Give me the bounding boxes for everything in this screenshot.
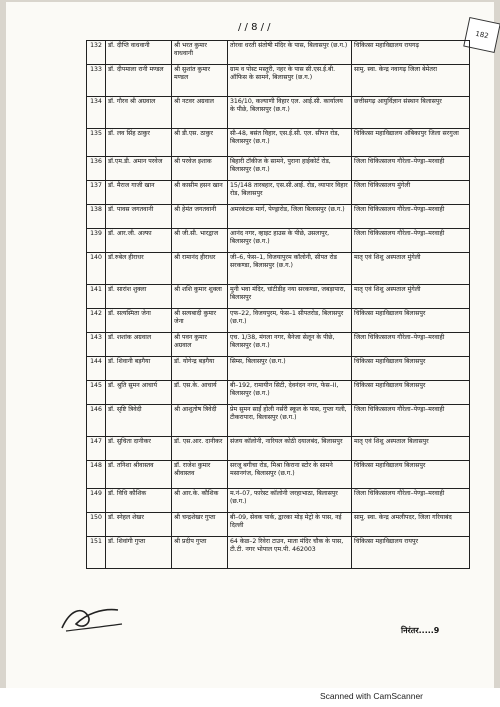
father-name-cell: श्री नटवर अग्रवाल — [172, 97, 228, 129]
doctor-name-cell: डॉ.एम.डी. अमान परवेज — [106, 157, 172, 181]
table-row — [87, 41, 470, 65]
serial-number-cell: 133 — [87, 65, 106, 97]
table-row — [87, 65, 470, 97]
doctor-name-cell: डॉ. शशांक अग्रवाल — [106, 333, 172, 357]
address-cell: म.नं–07, फारेस्ट कॉलोनी जरहाभाठा, बिलासपुर (छ.ग.) — [228, 489, 352, 513]
posting-cell: मातृ एवं शिशु अस्पताल मुंगेली — [352, 253, 470, 285]
father-name-cell: श्री आशुतोष त्रिवेदी — [172, 405, 228, 437]
father-name-cell: श्री कासीम हसन खान — [172, 181, 228, 205]
posting-cell: जिला चिकित्सालय गौरेला–पेण्ड्रा–मरवाही — [352, 333, 470, 357]
posting-cell: चिकित्सा महाविद्यालय अंबिकापुर जिला सरगुजा — [352, 129, 470, 157]
posting-cell: छत्तीसगढ़ आयुर्विज्ञान संस्थान बिलासपुर — [352, 97, 470, 129]
table-row — [87, 381, 470, 405]
address-cell: ग्राम व पोस्ट मस्तूरी, नहर के पास सी.एस.ई.बी. ऑफिस के सामने, बिलासपुर (छ.ग.) — [228, 65, 352, 97]
table-row — [87, 333, 470, 357]
father-name-cell: डॉ. एस.आर. दानीकर — [172, 437, 228, 461]
father-name-cell: श्री प्रदीप गुप्ता — [172, 537, 228, 569]
father-name-cell: श्री चन्द्रशेखर गुप्ता — [172, 513, 228, 537]
table-row — [87, 285, 470, 309]
doctor-name-cell: डॉ. तनिशा श्रीवास्तव — [106, 461, 172, 489]
posting-cell: जिला चिकित्सालय गौरेला–पेण्ड्रा–मरवाही — [352, 157, 470, 181]
table-row — [87, 537, 470, 569]
continued-note: निरंतर.....9 — [401, 626, 440, 635]
address-cell: मुनी भवा मंदिर, चांटीडीह नया सरकण्डा, जबड़ापारा, बिलासपुर — [228, 285, 352, 309]
address-cell: 15/148 तारबहार, एस.सी.आई. रोड, व्यापार विहार रोड, बिलासपुर — [228, 181, 352, 205]
address-cell: संजय कॉलोनी, नारियल कोठी दयालबंद, बिलासपुर — [228, 437, 352, 461]
doctor-name-cell: डॉ. श्रुति सुमन आचार्य — [106, 381, 172, 405]
address-cell: बिहारी टॉकीज के सामने, पुराना हाईकोर्ट रोड, बिलासपुर (छ.ग.) — [228, 157, 352, 181]
address-cell: सिम्स, बिलासपुर (छ.ग.) — [228, 357, 352, 381]
serial-number-cell: 147 — [87, 437, 106, 461]
table-row — [87, 309, 470, 333]
table-row — [87, 405, 470, 437]
table-body — [87, 41, 470, 569]
father-name-cell: श्री भरत कुमार वाधवानी — [172, 41, 228, 65]
address-cell: तोरवा धरती संतोषी मंदिर के पास, बिलासपुर (छ.ग.) — [228, 41, 352, 65]
serial-number-cell: 135 — [87, 129, 106, 157]
table-row — [87, 253, 470, 285]
table-row — [87, 357, 470, 381]
serial-number-cell: 136 — [87, 157, 106, 181]
posting-cell: जिला चिकित्सालय गौरेला–पेण्ड्रा–मरवाही — [352, 205, 470, 229]
father-name-cell: श्री आर.के. कौशिक — [172, 489, 228, 513]
scanner-footer — [0, 688, 500, 707]
doctor-name-cell: डॉ. स्नेहल शेखर — [106, 513, 172, 537]
father-name-cell: श्री पवन कुमार अग्रवाल — [172, 333, 228, 357]
father-name-cell: श्री जी.सी. भारद्वाज — [172, 229, 228, 253]
serial-number-cell: 144 — [87, 357, 106, 381]
table-row — [87, 513, 470, 537]
address-cell: सी-48, बसंत विहार, एस.ई.सी. एल. सीपत रोड, बिलासपुर (छ.ग.) — [228, 129, 352, 157]
posting-cell: जिला चिकित्सालय गौरेला–पेण्ड्रा–मरवाही — [352, 405, 470, 437]
document-page — [6, 2, 494, 688]
posting-cell: चिकित्सा महाविद्यालय बिलासपुर — [352, 461, 470, 489]
table-row — [87, 229, 470, 253]
address-cell: आनंद नगर, व्हाइट हाउस के पीछे, उसलापुर, बिलासपुर (छ.ग.) — [228, 229, 352, 253]
signature-mark — [58, 600, 128, 634]
father-name-cell: श्री परवेज इशाक — [172, 157, 228, 181]
address-cell: प्रेम सुमन साईं होली नर्सरी स्कूल के पास, गुप्ता गली, टीकरापारा, बिलासपुर (छ.ग.) — [228, 405, 352, 437]
address-cell: 64 केळ–2 रिवेरा टाउन, माता मंदिर चौक के पास, टी.टी. नगर भोपाल एम.पी. 462003 — [228, 537, 352, 569]
doctor-name-cell: डॉ.रुबेल हीराधर — [106, 253, 172, 285]
doctor-name-cell: डॉ. दीप्ति वाधवानी — [106, 41, 172, 65]
serial-number-cell: 148 — [87, 461, 106, 489]
serial-number-cell: 137 — [87, 181, 106, 205]
address-cell: बी–09, सेवक पार्क, द्वारका मोड़ मेट्रो के पास, नई दिल्ली — [228, 513, 352, 537]
table-row — [87, 437, 470, 461]
table-row — [87, 181, 470, 205]
serial-number-cell: 146 — [87, 405, 106, 437]
serial-number-cell: 151 — [87, 537, 106, 569]
doctor-name-cell: डॉ. शिवांगी गुप्ता — [106, 537, 172, 569]
page-marker: / / 8 / / — [238, 22, 271, 33]
table-row — [87, 489, 470, 513]
father-name-cell: डॉ. एस.के. आचार्य — [172, 381, 228, 405]
serial-number-cell: 140 — [87, 253, 106, 285]
serial-number-cell: 145 — [87, 381, 106, 405]
address-cell: बी–192, रामायीन सिटी, देवनंदन नगर, फेस–II, बिलासपुर (छ.ग.) — [228, 381, 352, 405]
doctor-name-cell: डॉ. सृष्टि त्रिवेदी — [106, 405, 172, 437]
father-name-cell: श्री हेमंत जगतवानी — [172, 205, 228, 229]
address-cell: सरजू बगीचा रोड, मिश्रा किराना स्टोर के सामने मसानगंज, बिलासपुर (छ.ग.) — [228, 461, 352, 489]
doctor-name-cell: डॉ. सारांश शुक्ला — [106, 285, 172, 309]
serial-number-cell: 138 — [87, 205, 106, 229]
posting-cell: मातृ एवं शिशु अस्पताल मुंगेली — [352, 285, 470, 309]
posting-cell: चिकित्सा महाविद्यालय रायपुर — [352, 537, 470, 569]
serial-number-cell: 150 — [87, 513, 106, 537]
corner-tag: 182 — [463, 17, 500, 53]
father-name-cell: श्री सत्यबादी कुमार जेना — [172, 309, 228, 333]
scanner-label: Scanned with CamScanner — [320, 691, 424, 701]
address-cell: एच. 1/38, मंगला नगर, बैनेजा सेलून के पीछे, बिलासपुर (छ.ग.) — [228, 333, 352, 357]
doctor-name-cell: डॉ. लव सिंह ठाकुर — [106, 129, 172, 157]
doctor-posting-table — [86, 40, 470, 569]
table-row — [87, 97, 470, 129]
posting-cell: मातृ एवं शिशु अस्पताल बिलासपुर — [352, 437, 470, 461]
doctor-name-cell: डॉ. गौरव श्री अग्रवाल — [106, 97, 172, 129]
serial-number-cell: 132 — [87, 41, 106, 65]
serial-number-cell: 149 — [87, 489, 106, 513]
serial-number-cell: 141 — [87, 285, 106, 309]
table-row — [87, 157, 470, 181]
posting-cell: सामु. स्वा. केन्द्र नवागढ़ जिला बेमेतरा — [352, 65, 470, 97]
table-row — [87, 205, 470, 229]
address-cell: जी–6, फेस–1, विजयापुरम कॉलोनी, सीपत रोड सरकण्डा, बिलासपुर (छ.ग.) — [228, 253, 352, 285]
posting-cell: चिकित्सा महाविद्यालय बिलासपुर — [352, 309, 470, 333]
address-cell: 316/10, कल्याणी विहार एल. आई.सी. कार्यालय के पीछे, बिलासपुर (छ.ग.) — [228, 97, 352, 129]
table-row — [87, 461, 470, 489]
doctor-name-cell: डॉ. सुचिता दानीकर — [106, 437, 172, 461]
posting-cell: जिला चिकित्सालय गौरेला–पेण्ड्रा–मरवाही — [352, 229, 470, 253]
father-name-cell: डॉ. राजेश कुमार श्रीवास्तव — [172, 461, 228, 489]
posting-cell: सामु. स्वा. केन्द्र अमलीपदर, जिला गरियाबंद — [352, 513, 470, 537]
doctor-name-cell: डॉ. पावस जगतवानी — [106, 205, 172, 229]
doctor-name-cell: डॉ. शिवानी बड़गैया — [106, 357, 172, 381]
serial-number-cell: 142 — [87, 309, 106, 333]
father-name-cell: श्री सुशांत कुमार मण्डल — [172, 65, 228, 97]
doctor-name-cell: डॉ. आर.जी. अल्फा — [106, 229, 172, 253]
serial-number-cell: 139 — [87, 229, 106, 253]
father-name-cell: डॉ. योगेन्द्र बड़गैया — [172, 357, 228, 381]
father-name-cell: श्री शशि कुमार शुक्ला — [172, 285, 228, 309]
posting-cell: जिला चिकित्सालय मुंगेली — [352, 181, 470, 205]
doctor-name-cell: डॉ. सत्यस्मिता जेना — [106, 309, 172, 333]
father-name-cell: श्री रामानंद हीराधर — [172, 253, 228, 285]
doctor-name-cell: डॉ. दीपमाला रानी मण्डल — [106, 65, 172, 97]
doctor-name-cell: डॉ. विधि कौशिक — [106, 489, 172, 513]
address-cell: एफ–22, विजयपुरम, फेस–1 सीपतरोड, बिलासपुर (छ.ग.) — [228, 309, 352, 333]
doctor-name-cell: डॉ. मैराज गाजी खान — [106, 181, 172, 205]
serial-number-cell: 134 — [87, 97, 106, 129]
posting-cell: चिकित्सा महाविद्यालय बिलासपुर — [352, 381, 470, 405]
address-cell: अमरकंटक मार्ग, पेण्ड्रारोड, जिला बिलासपुर (छ.ग.) — [228, 205, 352, 229]
table-row — [87, 129, 470, 157]
posting-cell: चिकित्सा महाविद्यालय बिलासपुर — [352, 357, 470, 381]
father-name-cell: श्री डी.एस. ठाकुर — [172, 129, 228, 157]
posting-cell: चिकित्सा महाविद्यालय रायगढ़ — [352, 41, 470, 65]
serial-number-cell: 143 — [87, 333, 106, 357]
posting-cell: जिला चिकित्सालय गौरेला–पेण्ड्रा–मरवाही — [352, 489, 470, 513]
